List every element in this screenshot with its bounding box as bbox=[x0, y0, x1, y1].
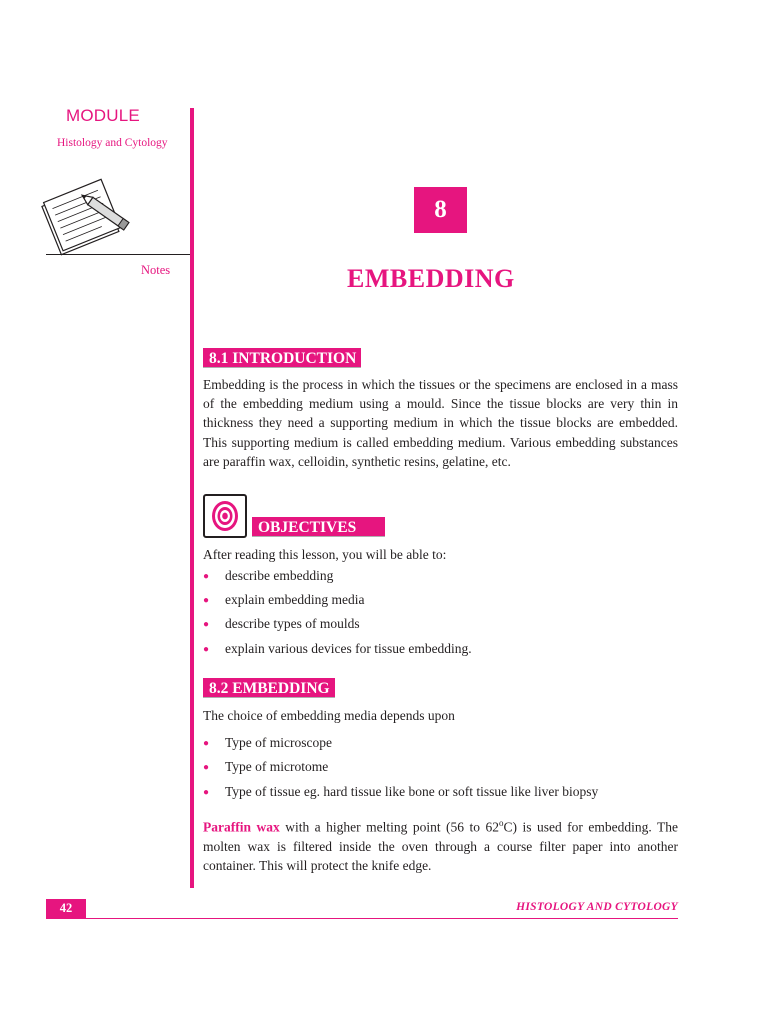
margin-bar bbox=[190, 108, 194, 888]
notepad-pencil-icon bbox=[28, 176, 140, 260]
chapter-title: EMBEDDING bbox=[347, 264, 515, 293]
list-item: ● Type of tissue eg. hard tissue like bone or soft tissue like liver biopsy bbox=[203, 782, 598, 802]
paraffin-term: Paraffin wax bbox=[203, 819, 280, 835]
list-item: ● Type of microscope bbox=[203, 733, 332, 753]
bullet-icon: ● bbox=[203, 644, 210, 655]
section-heading-objectives: OBJECTIVES bbox=[252, 517, 385, 537]
list-item: ● explain embedding media bbox=[203, 590, 364, 610]
module-subtitle: Histology and Cytology bbox=[57, 137, 168, 149]
notes-label: Notes bbox=[141, 263, 171, 277]
bullet-icon: ● bbox=[203, 619, 210, 630]
objectives-lead: After reading this lesson, you will be able to: bbox=[203, 547, 447, 562]
list-item: ● explain various devices for tissue embedding. bbox=[203, 639, 472, 659]
bullet-icon: ● bbox=[203, 787, 210, 798]
paraffin-paragraph: Paraffin wax with a higher melting point (56 to 62$^o$C) is used for embedding. The molten wax is filtered inside the oven through a course filter paper into another container. This will protect the knife edge. bbox=[203, 818, 678, 873]
list-item: ● describe embedding bbox=[203, 566, 333, 586]
running-title: HISTOLOGY AND CYTOLOGY bbox=[516, 901, 678, 913]
list-item: ● describe types of moulds bbox=[203, 614, 360, 634]
footer-rule bbox=[46, 918, 678, 919]
bullet-icon: ● bbox=[203, 571, 210, 582]
list-item: ● Type of microtome bbox=[203, 757, 328, 777]
introduction-paragraph: Embedding is the process in which the tissues or the specimens are enclosed in a mass of the embedding medium using a mould. Since the tissue blocks are very thin in thickness they need a supporting medium in which the tissue blocks are embedded. This supporting medium is called embedding medium. Various embedding substances are paraffin wax, celloidin, synthetic resins, gelatine, etc. bbox=[203, 377, 678, 469]
embedding-lead: The choice of embedding media depends upon bbox=[203, 708, 455, 723]
chapter-number: 8 bbox=[414, 187, 467, 233]
notes-divider bbox=[46, 254, 190, 255]
bullet-icon: ● bbox=[203, 762, 210, 773]
section-heading-introduction: 8.1 INTRODUCTION bbox=[203, 348, 361, 368]
section-heading-embedding: 8.2 EMBEDDING bbox=[203, 678, 335, 698]
bullet-icon: ● bbox=[203, 595, 210, 606]
page-number: 42 bbox=[46, 899, 86, 918]
bullet-icon: ● bbox=[203, 738, 210, 749]
target-icon bbox=[203, 494, 247, 538]
module-label: MODULE bbox=[66, 106, 140, 125]
